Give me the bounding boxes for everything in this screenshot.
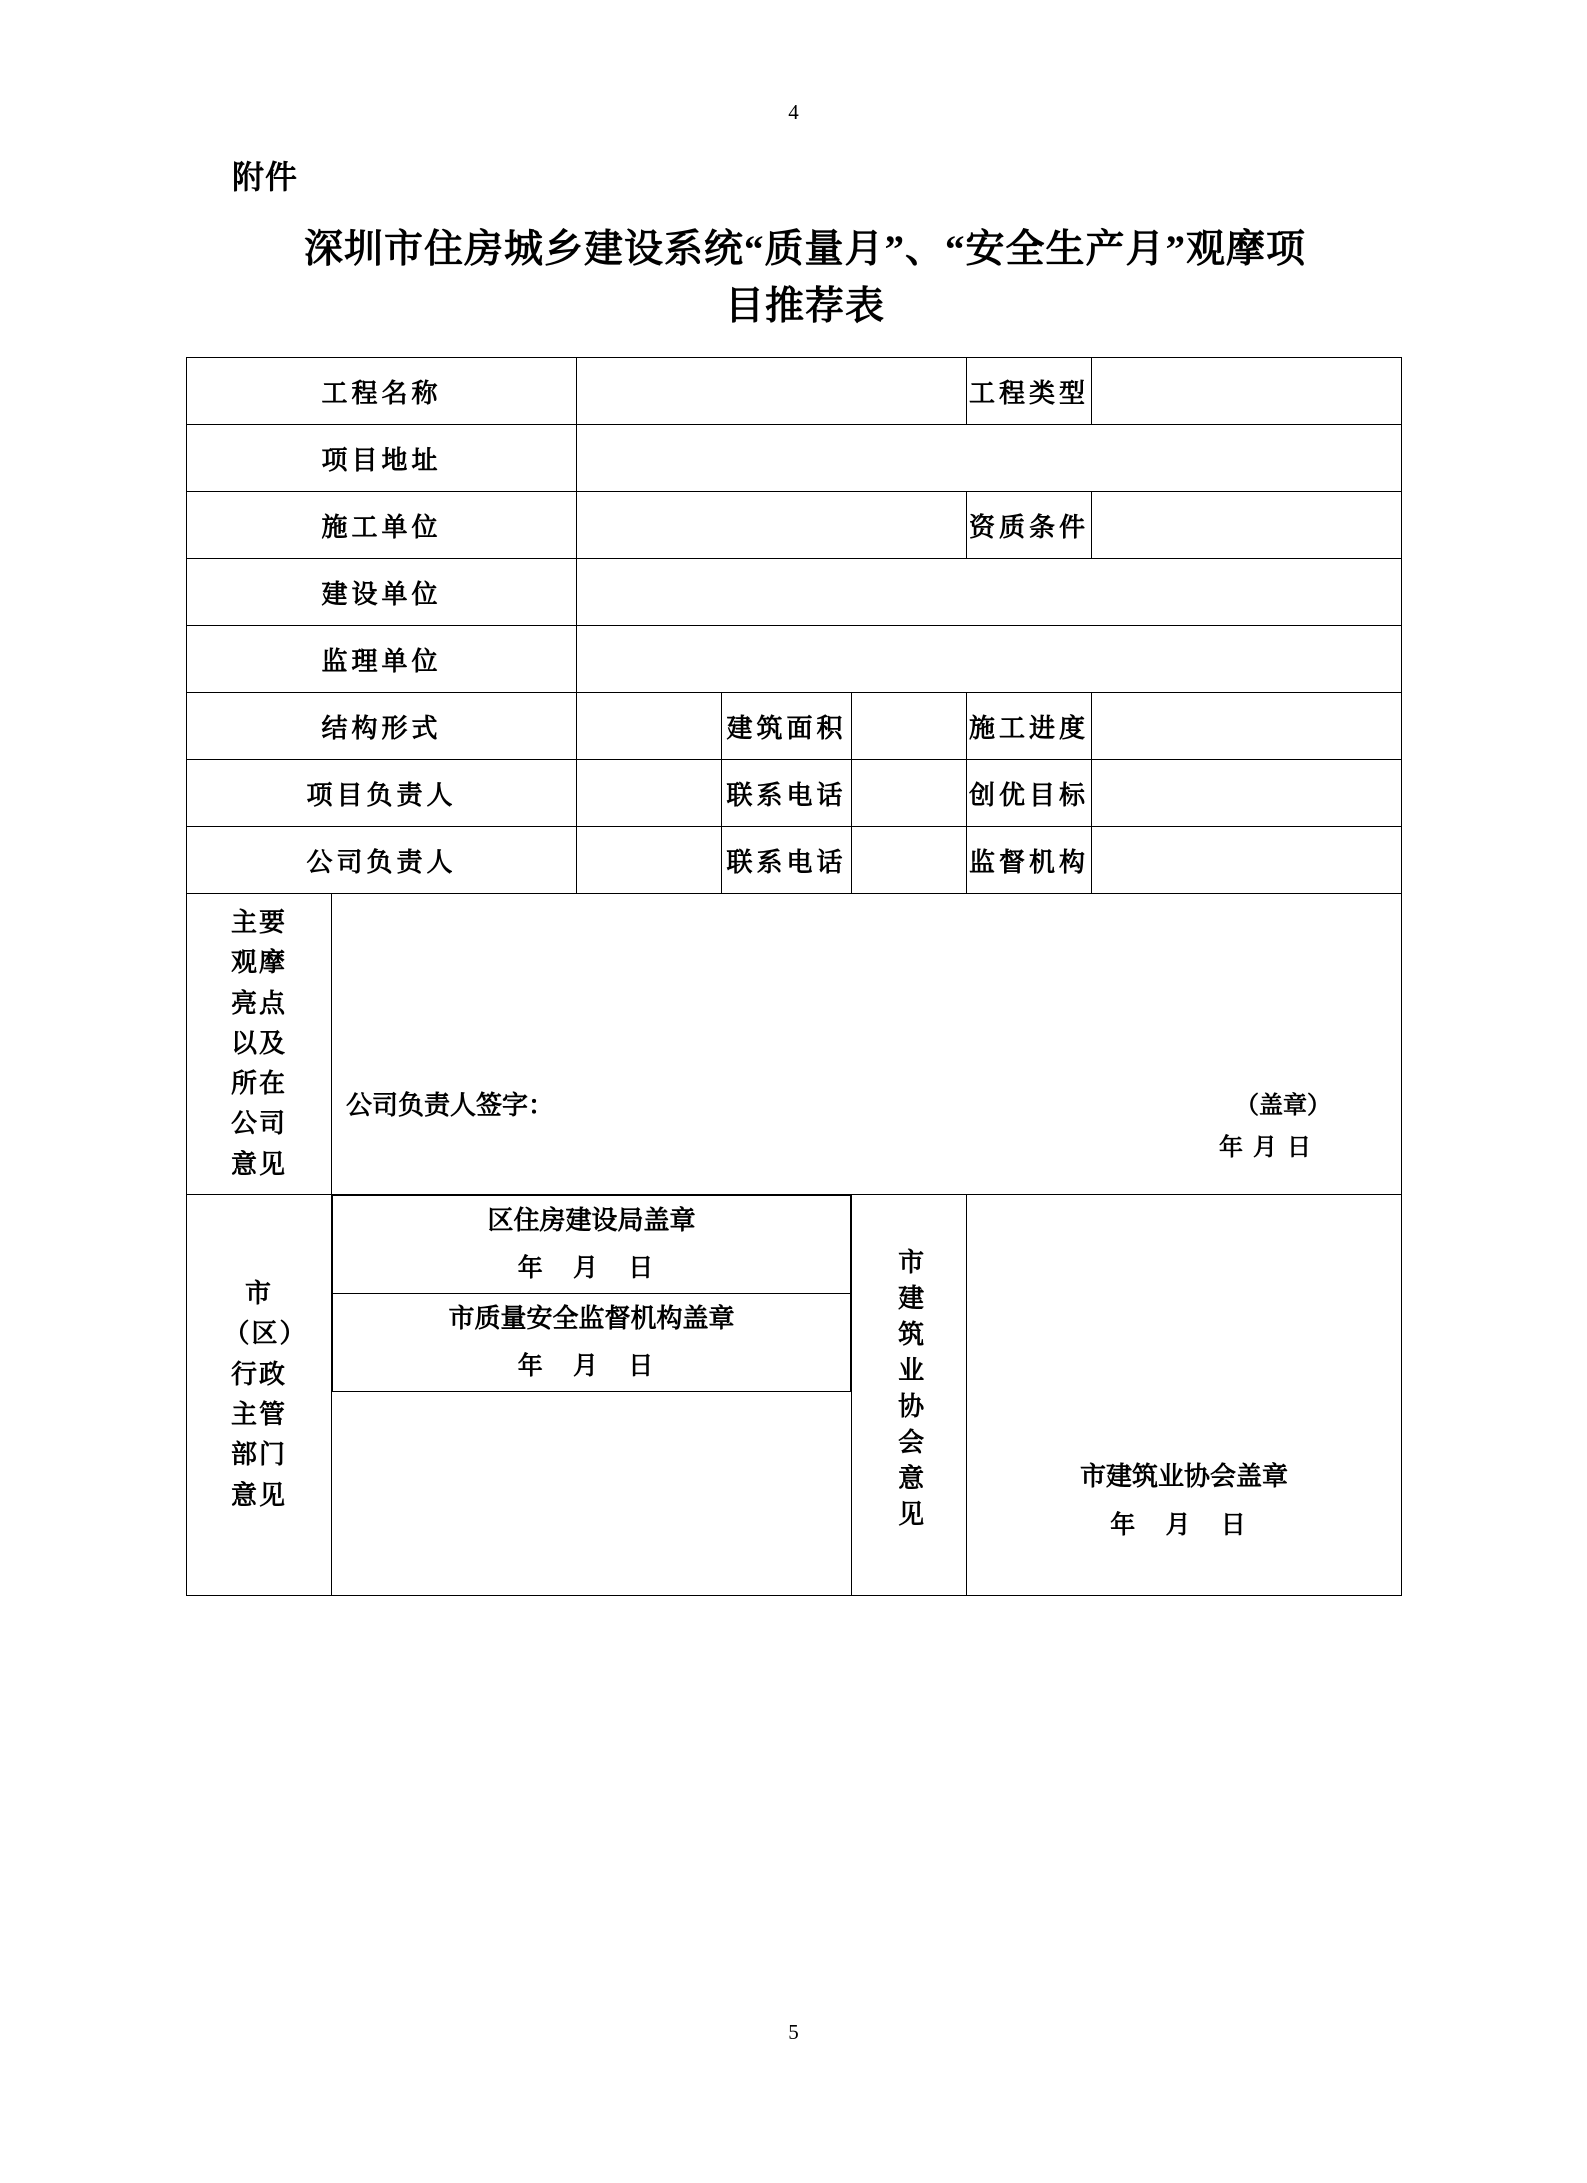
table-row <box>187 827 1402 894</box>
table-row-opinions <box>187 1195 1402 1596</box>
city-stamp-date: 年 月 日 <box>517 1353 666 1381</box>
field-label-admin-opinion: 市（区）行政主管部门意见 <box>187 1195 332 1596</box>
field-label-association-opinion: 市建筑业协会意见 <box>852 1195 967 1596</box>
admin-stamp-cell <box>332 1195 852 1596</box>
field-label-company-head: 公司负责人 <box>187 827 577 894</box>
field-label-structure-type: 结构形式 <box>187 693 577 760</box>
district-stamp-label: 区住房建设局盖章 <box>487 1206 696 1235</box>
field-value-progress[interactable] <box>1092 693 1402 760</box>
district-stamp-date: 年 月 日 <box>517 1255 666 1283</box>
association-stamp-cell[interactable] <box>967 1195 1402 1596</box>
page-number-bottom: 5 <box>788 2020 799 2044</box>
field-label-qualification: 资质条件 <box>967 492 1092 559</box>
city-stamp-block[interactable] <box>333 1293 851 1391</box>
field-label-quality-goal: 创优目标 <box>967 760 1092 827</box>
field-label-supervision-agency: 监督机构 <box>967 827 1092 894</box>
field-value-project-name[interactable] <box>577 358 967 425</box>
field-value-company-head[interactable] <box>577 827 722 894</box>
company-signature-row <box>332 1079 1401 1179</box>
table-row <box>187 559 1402 626</box>
field-label-manager-phone: 联系电话 <box>722 760 852 827</box>
company-seal-label: （盖章） <box>1235 1093 1332 1119</box>
field-label-company-phone: 联系电话 <box>722 827 852 894</box>
field-value-development-unit[interactable] <box>577 559 1402 626</box>
table-row <box>187 693 1402 760</box>
field-value-project-address[interactable] <box>577 425 1402 492</box>
field-label-project-address: 项目地址 <box>187 425 577 492</box>
table-row <box>187 358 1402 425</box>
field-value-floor-area[interactable] <box>852 693 967 760</box>
field-value-manager-phone[interactable] <box>852 760 967 827</box>
association-stamp-date: 年 月 日 <box>1110 1511 1258 1539</box>
attachment-label: 附件 <box>232 159 299 195</box>
field-value-supervision-agency[interactable] <box>1092 827 1402 894</box>
city-stamp-label: 市质量安全监督机构盖章 <box>448 1303 735 1333</box>
company-date-label: 年 月 日 <box>1219 1135 1314 1161</box>
field-value-company-phone[interactable] <box>852 827 967 894</box>
field-label-development-unit: 建设单位 <box>187 559 577 626</box>
field-label-construction-unit: 施工单位 <box>187 492 577 559</box>
field-label-project-name: 工程名称 <box>187 358 577 425</box>
field-label-highlights: 主要观摩亮点以及所在公司意见 <box>187 894 332 1195</box>
field-value-supervision-unit[interactable] <box>577 626 1402 693</box>
field-value-project-manager[interactable] <box>577 760 722 827</box>
highlights-content[interactable] <box>332 909 1401 1079</box>
association-stamp-label: 市建筑业协会盖章 <box>1080 1462 1289 1492</box>
field-label-project-manager: 项目负责人 <box>187 760 577 827</box>
field-value-construction-unit[interactable] <box>577 492 967 559</box>
recommendation-form <box>186 357 1402 1596</box>
field-value-structure-type[interactable] <box>577 693 722 760</box>
page-number-top: 4 <box>788 100 799 124</box>
table-row <box>187 492 1402 559</box>
table-row <box>187 760 1402 827</box>
field-label-supervision-unit: 监理单位 <box>187 626 577 693</box>
table-row-highlights <box>187 894 1402 1195</box>
field-value-project-type[interactable] <box>1092 358 1402 425</box>
table-row <box>187 425 1402 492</box>
company-signature-label: 公司负责人签字： <box>346 1091 555 1120</box>
field-value-qualification[interactable] <box>1092 492 1402 559</box>
field-value-highlights[interactable] <box>332 894 1402 1195</box>
table-row <box>187 626 1402 693</box>
field-label-progress: 施工进度 <box>967 693 1092 760</box>
district-stamp-block[interactable] <box>333 1196 851 1294</box>
field-label-floor-area: 建筑面积 <box>722 693 852 760</box>
page-title: 深圳市住房城乡建设系统“质量月”、“安全生产月”观摩项目推荐表 <box>303 228 1306 328</box>
field-value-quality-goal[interactable] <box>1092 760 1402 827</box>
field-label-project-type: 工程类型 <box>967 358 1092 425</box>
